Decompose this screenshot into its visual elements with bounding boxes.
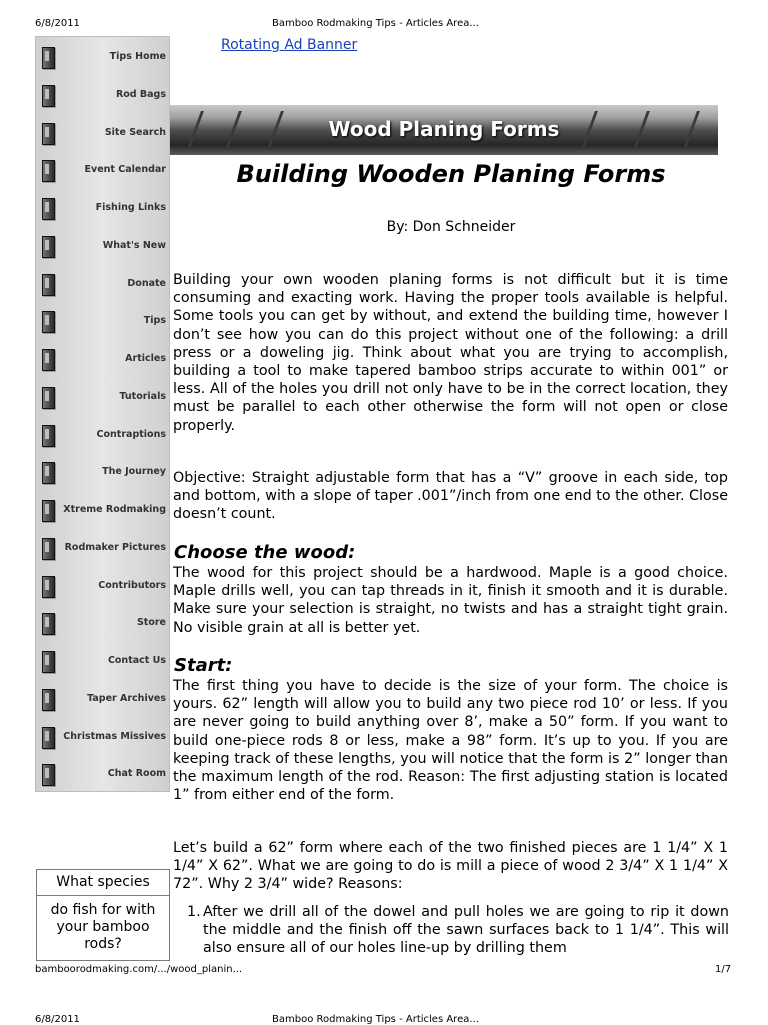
print-header-date: 6/8/2011 [35,18,80,29]
nav-button-icon [42,764,55,786]
next-page-header-title: Bamboo Rodmaking Tips - Articles Area... [272,1014,479,1025]
sidebar-item-whats-new[interactable] [36,228,169,266]
sidebar-item-label: Christmas Missives [63,731,166,742]
species-poll-heading: What species [37,870,169,896]
start-heading: Start: [174,655,233,676]
print-header-title: Bamboo Rodmaking Tips - Articles Area... [272,18,479,29]
intro-paragraph: Building your own wooden planing forms is not difficult but it is time consuming and exacting work. Having the proper tools available is helpful. Some tools you can get by without, and extend the building time, however I don’t see how you can do this project without one of the following: a drill press or a doweling jig. Think about what you are trying to accomplish, building a tool to make tapered bamboo strips accurate to within 001” or less. All of the holes you drill not only have to be in the correct location, they must be parallel to each other otherwise the form will not open or close properly. [173,272,728,434]
sidebar-item-label: The Journey [102,466,166,477]
sidebar-item-contraptions[interactable] [36,417,169,455]
sidebar-item-tips[interactable] [36,303,169,341]
sidebar-item-label: Contributors [98,580,166,591]
reasons-list [173,903,729,958]
sidebar-item-contact-us[interactable] [36,643,169,681]
sidebar-item-label: Taper Archives [87,693,166,704]
list-item-number: 1. [187,904,201,920]
build-paragraph: Let’s build a 62” form where each of the two finished pieces are 1 1/4” X 1 1/4” X 62”. What we are going to do is mill a piece of wood 2 3/4” X 1 1/4” X 72”. Why 2 3/4” wide? Reasons: [173,840,728,893]
page-title: Building Wooden Planing Forms [236,160,666,188]
nav-button-icon [42,47,55,69]
nav-button-icon [42,462,55,484]
next-page-header-date: 6/8/2011 [35,1014,80,1025]
nav-button-icon [42,85,55,107]
footer-page-number: 1/7 [715,964,732,975]
nav-button-icon [42,651,55,673]
sidebar-item-store[interactable] [36,605,169,643]
nav-button-icon [42,613,55,635]
sidebar-item-label: Articles [125,353,166,364]
nav-button-icon [42,387,55,409]
sidebar-item-articles[interactable] [36,341,169,379]
nav-button-icon [42,236,55,258]
footer-url: bamboorodmaking.com/.../wood_planin... [35,964,243,975]
sidebar-item-label: Rodmaker Pictures [64,542,166,553]
sidebar-item-label: Fishing Links [95,202,166,213]
nav-button-icon [42,123,55,145]
nav-button-icon [42,500,55,522]
nav-button-icon [42,576,55,598]
start-paragraph: The first thing you have to decide is the size of your form. The choice is yours. 62” length will allow you to build any two piece rod 10’ or less. If you are never going to build anything over 8’, make a 50” form. If you want to build one-piece rods 8 or less, make a 98” form. It’s up to you. If you are keeping track of these lengths, you will notice that the form is 2” longer than the maximum length of the rod. Reason: The first adjusting station is located 1” from either end of the form. [173,678,728,804]
sidebar-item-fishing-links[interactable] [36,190,169,228]
sidebar-item-event-calendar[interactable] [36,152,169,190]
sidebar-item-label: Contraptions [96,429,166,440]
sidebar-item-the-journey[interactable] [36,454,169,492]
species-poll-box [36,869,170,961]
sidebar-item-site-search[interactable] [36,115,169,153]
sidebar-item-tips-home[interactable] [36,39,169,77]
sidebar-item-tutorials[interactable] [36,379,169,417]
nav-button-icon [42,349,55,371]
choose-wood-heading: Choose the wood: [174,542,356,563]
nav-button-icon [42,274,55,296]
sidebar-item-label: Rod Bags [115,89,166,100]
nav-button-icon [42,198,55,220]
nav-button-icon [42,425,55,447]
sidebar-item-label: Tips Home [109,51,166,62]
sidebar-item-label: Tips [143,315,166,326]
objective-paragraph: Objective: Straight adjustable form that has a “V” groove in each side, top and bottom, with a slope of taper .001”/inch from one end to the other. Close doesn’t count. [173,470,728,523]
sidebar-nav [35,36,170,792]
sidebar-item-contributors[interactable] [36,568,169,606]
banner-title: Wood Planing Forms [328,117,560,141]
sidebar-item-label: Chat Room [107,768,166,779]
list-item: After we drill all of the dowel and pull holes we are going to rip it down the middle and the finish off the sawn surfaces back to 1 1/4”. This will also ensure all of our holes line-up by drilling them [203,904,729,957]
rotating-ad-banner-link[interactable]: Rotating Ad Banner [221,37,358,53]
section-banner [170,105,718,155]
sidebar-item-christmas-missives[interactable] [36,719,169,757]
sidebar-item-label: Tutorials [119,391,166,402]
species-poll-question: do fish for with your bamboo rods? [50,902,156,952]
sidebar-item-label: What's New [102,240,166,251]
nav-button-icon [42,689,55,711]
sidebar-item-label: Donate [127,278,166,289]
sidebar-item-label: Xtreme Rodmaking [63,504,166,515]
sidebar-item-xtreme-rodmaking[interactable] [36,492,169,530]
sidebar-item-rodmaker-pictures[interactable] [36,530,169,568]
sidebar-item-donate[interactable] [36,266,169,304]
sidebar-item-label: Event Calendar [84,164,166,175]
choose-wood-paragraph: The wood for this project should be a hardwood. Maple is a good choice. Maple drills well, you can tap threads in it, finish it smooth and it is durable. Make sure your selection is straight, no twists and has a straight tight grain. No visible grain at all is better yet. [173,565,728,636]
author-byline: By: Don Schneider [386,219,516,235]
sidebar-item-chat-room[interactable] [36,756,169,794]
nav-button-icon [42,727,55,749]
sidebar-item-label: Site Search [104,127,166,138]
nav-button-icon [42,311,55,333]
sidebar-item-label: Store [136,617,166,628]
sidebar-item-taper-archives[interactable] [36,681,169,719]
nav-button-icon [42,538,55,560]
sidebar-item-rod-bags[interactable] [36,77,169,115]
nav-button-icon [42,160,55,182]
sidebar-item-label: Contact Us [107,655,166,666]
